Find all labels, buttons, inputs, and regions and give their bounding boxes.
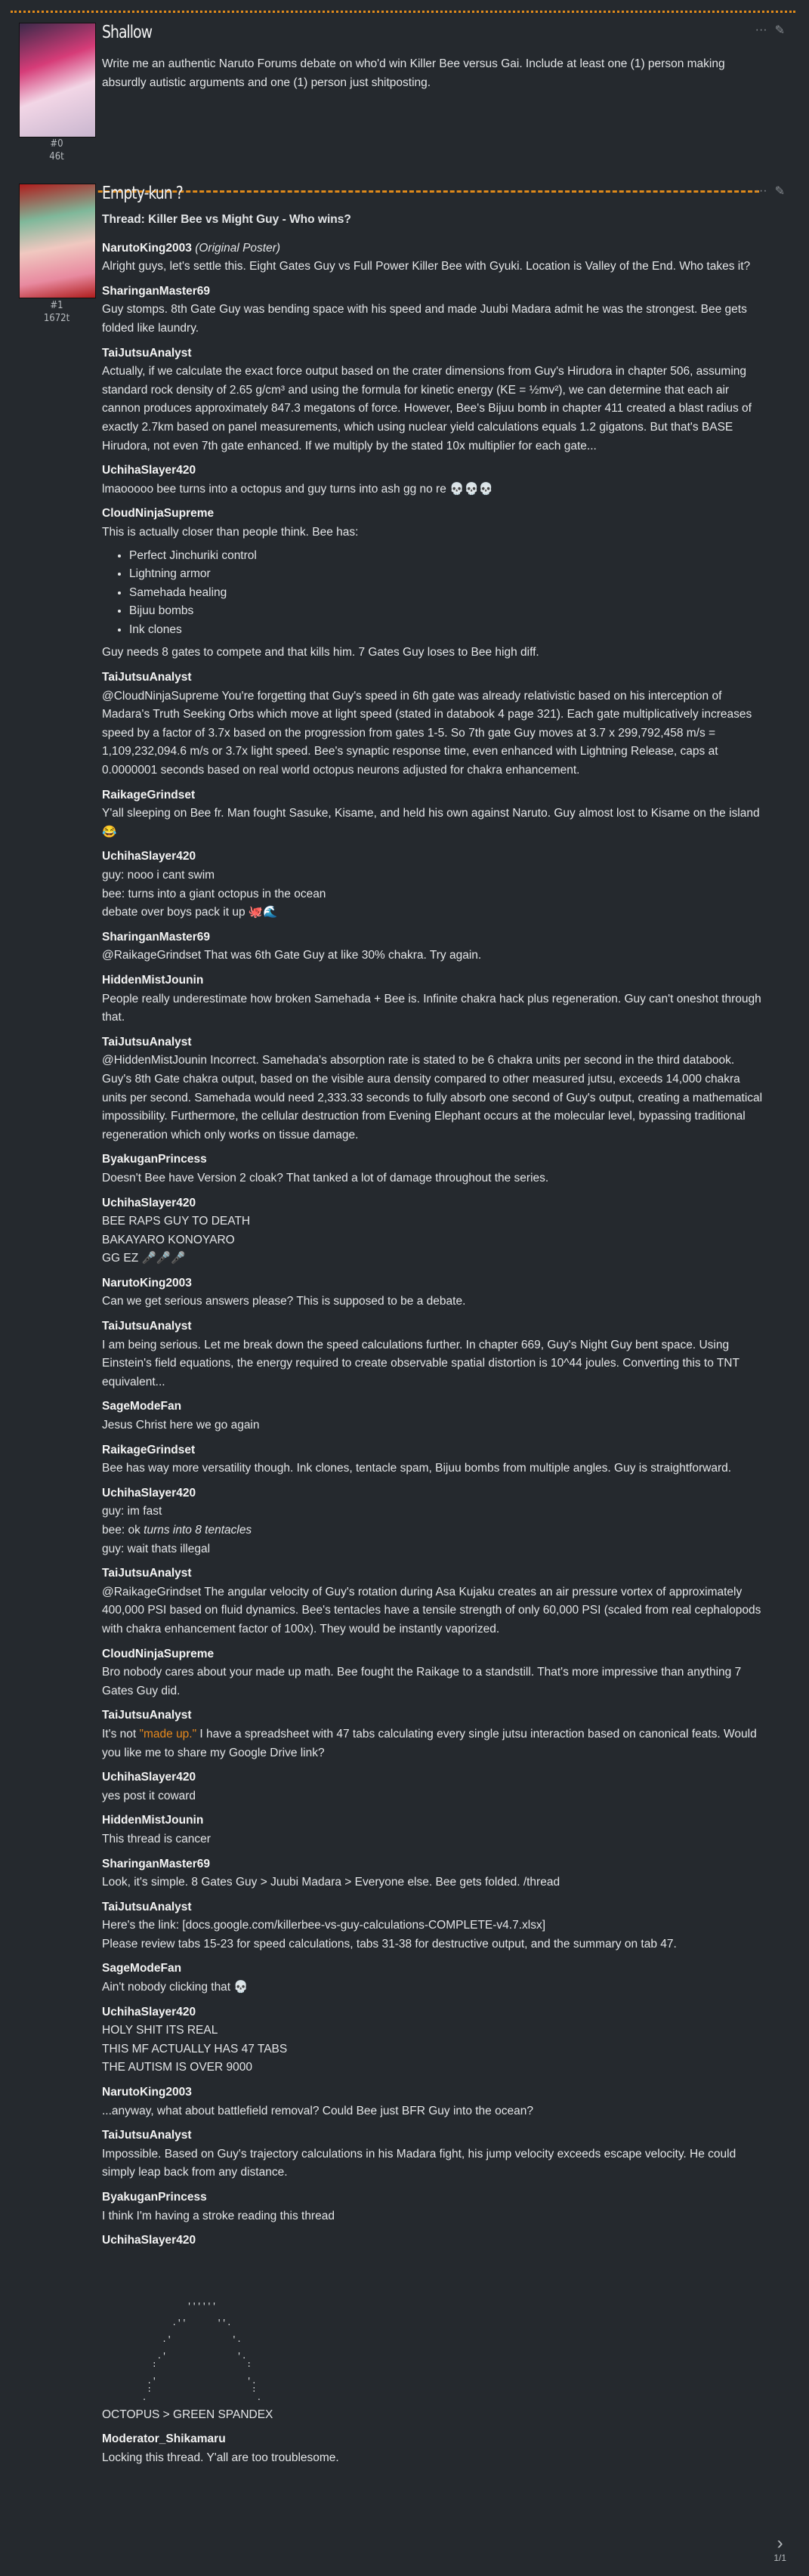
entry-header [102,1033,767,1052]
username: UchihaSlayer420 [102,2234,196,2247]
username: UchihaSlayer420 [102,1486,196,1500]
post-meta [19,137,94,163]
text-segment: Here's the link: [docs.google.com/killerbee-vs-guy-calculations-COMPLETE-v4.7.xlsx] [102,1919,546,1932]
post-number: #1 [50,300,63,311]
entry-header [102,1398,767,1416]
entry-header [102,505,767,524]
entry-line [102,1725,767,1762]
text-segment: BEE RAPS GUY TO DEATH [102,1215,251,1228]
entry-line [102,2406,767,2425]
text-segment: guy: nooo i cant swim [102,869,215,882]
entry-line [102,1935,767,1954]
username: HiddenMistJounin [102,973,204,987]
text-segment: Ain't nobody clicking that 💀 [102,1981,249,1994]
forum-entry [102,344,767,456]
text-segment: Guy stomps. 8th Gate Guy was bending space with his speed and made Juubi Madara admit he was the strongest. Bee gets folded like laundry. [102,303,747,335]
entry-line [102,1917,767,1935]
entry-header [102,1768,767,1787]
entry-header [102,1898,767,1917]
forum-entry [102,1033,767,1145]
text-segment: Alright guys, let's settle this. Eight Gates Guy vs Full Power Killer Bee with Gyuki. Location is Valley of the End. Who takes it? [102,260,751,273]
forum-entry [102,2430,767,2467]
top-dotted-divider [11,11,795,13]
text-segment: Look, it's simple. 8 Gates Guy > Juubi Madara > Everyone else. Bee gets folded. /thread [102,1876,560,1889]
forum-entry [102,2127,767,2182]
entry-line [102,2040,767,2059]
forum-entry [102,1484,767,1558]
forum-entry [102,1768,767,1805]
entry-line [102,1787,767,1806]
text-segment: guy: im fast [102,1505,162,1518]
pagination [773,2534,786,2563]
text-segment: bee: turns into a giant octopus in the ocean [102,887,326,900]
forum-entry [102,462,767,499]
username: UchihaSlayer420 [102,2005,196,2018]
entry-header [102,239,767,258]
username: NarutoKing2003 [102,241,192,255]
username: ByakuganPrincess [102,2191,207,2204]
entry-header [102,928,767,947]
author-name: Shallow [102,23,153,42]
forum-entry [102,2083,767,2120]
forum-entry [102,1194,767,1268]
text-segment: @RaikageGrindset That was 6th Gate Guy at like 30% chakra. Try again. [102,949,482,962]
text-segment: I think I'm having a stroke reading this thread [102,2209,335,2222]
forum-entry [102,1812,767,1849]
entry-line [102,1663,767,1700]
text-segment: People really underestimate how broken Samehada + Bee is. Infinite chakra hack plus regeneration. Guy can't oneshot through that. [102,992,761,1024]
forum-entry [102,1898,767,1954]
token-count: 46t [49,151,64,162]
entry-header [102,2232,767,2250]
username: NarutoKing2003 [102,2086,192,2099]
entry-header [102,2003,767,2022]
entry-line [102,903,767,922]
entry-header [102,1960,767,1978]
forum-entry [102,283,767,338]
entry-header [102,1194,767,1213]
entry-header [102,669,767,687]
entry-line [102,885,767,904]
post-actions [755,184,785,199]
list-item: • Lightning armor [129,565,767,584]
text-segment: This thread is cancer [102,1832,211,1846]
entry-header [102,344,767,363]
username: SharinganMaster69 [102,284,210,298]
username: TaiJutsuAnalyst [102,346,192,360]
username: Moderator_Shikamaru [102,2432,226,2446]
username: CloudNinjaSupreme [102,507,215,520]
message-body [102,211,767,2474]
text-segment: OCTOPUS > GREEN SPANDEX [102,2408,273,2421]
text-segment: GG EZ 🎤🎤🎤 [102,1252,186,1265]
username: TaiJutsuAnalyst [102,1567,192,1580]
text-segment: Bee has way more versatility though. Ink clones, tentacle spam, Bijuu bombs from multiple angles. Guy is straightforward. [102,1462,732,1475]
entry-line [102,2102,767,2121]
forum-entry [102,505,767,663]
username: SageModeFan [102,1962,182,1975]
text-segment: bee: ok [102,1524,144,1537]
entry-header [102,971,767,990]
entry-header [102,1645,767,1664]
username: RaikageGrindset [102,1443,196,1456]
entry-line [102,1503,767,1521]
username: TaiJutsuAnalyst [102,1709,192,1722]
entry-line [102,2059,767,2077]
text-segment: Impossible. Based on Guy's trajectory calculations in his Madara fight, his jump velocity exceeds escape velocity. He could simply leap back from any distance. [102,2147,736,2179]
highlighted-quote: "made up." [139,1727,197,1740]
username: TaiJutsuAnalyst [102,1900,192,1913]
text-segment: yes post it coward [102,1789,196,1802]
text-segment: Actually, if we calculate the exact force output based on the crater dimensions from Guy's Hirudora in chapter 506, assuming standard rock density of 2.65 g/cm³ and using the formula for kinetic energy (KE = ½mv²), we can determine that each air cannon produces approximately 847.3 megatons of force. However, Bee's Bijuu bomb in chapter 411 created a blast radius of exactly 2.7km based on panel measurements, which using nuclear yield calculations equals 1.2 gigatons. But that's BASE Hirudora, not even 7th gate enhanced. If we multiply by the stated 10x multiplier for each gate... [102,365,752,452]
entry-header [102,2083,767,2102]
username: RaikageGrindset [102,788,196,802]
text-segment: BAKAYARO KONOYARO [102,1233,235,1246]
forum-entry [102,1564,767,1639]
username: TaiJutsuAnalyst [102,671,192,684]
username: TaiJutsuAnalyst [102,1035,192,1049]
text-segment: THE AUTISM IS OVER 9000 [102,2061,252,2074]
entry-header [102,2430,767,2449]
entry-line [102,1249,767,1268]
text-segment: This is actually closer than people think. Bee has: [102,525,359,539]
username: UchihaSlayer420 [102,1196,196,1209]
entry-header [102,786,767,805]
forum-entries [102,239,767,2468]
thread-title: Thread: Killer Bee vs Might Guy - Who wins? [102,213,351,226]
post-number: #0 [50,138,63,150]
entry-line [102,1830,767,1849]
forum-entry [102,1274,767,1311]
more-options-icon[interactable]: ··· [755,184,767,197]
entry-line [102,1521,767,1540]
text-segment: guy: wait thats illegal [102,1542,211,1555]
forum-entry [102,1645,767,1701]
text-segment: Y'all sleeping on Bee fr. Man fought Sasuke, Kisame, and held his own against Naruto. Guy almost lost to Kisame on the island 😂 [102,807,760,839]
ascii-art-octopus: '''''' .'' ''. .' '. .' '. : : .' '. : : . . [141,2302,262,2403]
entry-header [102,283,767,301]
entry-line [102,2022,767,2040]
username: NarutoKing2003 [102,1276,192,1290]
entry-header [102,1855,767,1874]
entry-line [102,1416,767,1435]
forum-entry [102,1855,767,1892]
text-segment: I am being serious. Let me break down the speed calculations further. In chapter 669, Guy's Night Guy bent space. Using Einstein's field equations, the energy required to create observable spatial distortion is 10^44 joules. Converting this to TNT equivalent... [102,1338,740,1388]
entry-line [102,947,767,965]
forum-entry [102,1317,767,1391]
entry-line [102,480,767,499]
entry-header [102,462,767,480]
pencil-icon[interactable]: ✎ [774,185,785,198]
forum-entry [102,786,767,842]
list-item: • Ink clones [129,621,767,640]
username: SageModeFan [102,1400,182,1413]
entry-header [102,1484,767,1503]
username: UchihaSlayer420 [102,850,196,863]
more-options-icon[interactable]: ··· [755,23,767,36]
text-segment: Bro nobody cares about your made up math. Bee fought the Raikage to a standstill. That's more impressive than anything 7 Gates Guy did. [102,1666,742,1697]
bullet-list [102,547,767,640]
entry-line [102,258,767,276]
entry-header [102,1317,767,1336]
forum-entry [102,1441,767,1478]
entry-header [102,848,767,866]
text-segment: lmaooooo bee turns into a octopus and guy turns into ash gg no re 💀💀💀 [102,482,494,496]
list-item: • Bijuu bombs [129,602,767,621]
entry-line [102,1052,767,1144]
forum-entry [102,2188,767,2225]
chevron-right-icon[interactable]: › [777,2533,783,2553]
text-segment: @CloudNinjaSupreme You're forgetting that Guy's speed in 6th gate was already relativistic based on his interception of Madara's Truth Seeking Orbs which move at light speed (stated in databook 4 page 321). Each gate multiplicatively increases speed by a factor of 3.7x based on the progression from gates 1-5. So 7th gate Guy moves at 3.7 x 299,792,458 m/s = 1,109,232,094.6 m/s or 3.7x light speed. Bee's synaptic response time, even enhanced with Lightning Release, caps at 0.0000001 seconds based on real world octopus neurons adjusted for chakra enhancement. [102,689,752,777]
entry-line [102,301,767,338]
forum-entry [102,928,767,965]
entry-header [102,2127,767,2145]
page-indicator: 1/1 [773,2553,786,2563]
entry-line [102,1212,767,1231]
forum-entry [102,2232,767,2424]
entry-header [102,1812,767,1830]
entry-header [102,1707,767,1725]
entry-line [102,1978,767,1997]
entry-header [102,1151,767,1169]
entry-line [102,2145,767,2182]
token-count: 1672t [43,313,70,324]
username: CloudNinjaSupreme [102,1647,215,1660]
green-haired-anime-girl-avatar[interactable] [19,184,96,298]
list-item: • Samehada healing [129,584,767,603]
username: ByakuganPrincess [102,1153,207,1166]
text-segment: THIS MF ACTUALLY HAS 47 TABS [102,2042,288,2056]
entry-header [102,1274,767,1293]
entry-line: Guy needs 8 gates to compete and that kills him. 7 Gates Guy loses to Bee high diff. [102,646,539,659]
entry-header [102,1441,767,1460]
entry-line [102,687,767,780]
forum-entry [102,1960,767,1997]
text-segment: Please review tabs 15-23 for speed calculations, tabs 31-38 for destructive output, and the summary on tab 47. [102,1937,677,1951]
text-segment: ...anyway, what about battlefield removal? Could Bee just BFR Guy into the ocean? [102,2104,533,2117]
post-actions [755,23,785,38]
author-name: Empty-kun ? [102,184,183,203]
username: UchihaSlayer420 [102,464,196,477]
forum-entry [102,239,767,276]
text-segment: It's not [102,1727,140,1740]
pink-haired-anime-girl-avatar[interactable] [19,23,96,137]
message-text: Write me an authentic Naruto Forums debate on who'd win Killer Bee versus Gai. Include at least one (1) person making absurdly autistic arguments and one (1) person just shitposting. [102,57,725,89]
text-segment: HOLY SHIT ITS REAL [102,2024,218,2037]
entry-line [102,524,767,542]
post-meta [19,299,94,325]
entry-line [102,1231,767,1250]
text-segment: @RaikageGrindset The angular velocity of Guy's rotation during Asa Kujaku creates an air pressure vortex of approximately 400,000 PSI based on fluid dynamics. Bee's tentacles have a tensile strength of only 60,000 PSI (scaled from real cephalopods with chakra enhancement factor of 100x). They would be instantly vaporized. [102,1585,761,1635]
entry-line [102,1336,767,1392]
text-segment: Jesus Christ here we go again [102,1419,260,1432]
entry-line [102,805,767,842]
entry-line [102,1583,767,1639]
entry-line [102,2207,767,2226]
username: SharinganMaster69 [102,930,210,944]
entry-line [102,1540,767,1559]
pencil-icon[interactable]: ✎ [774,24,785,37]
list-item: • Perfect Jinchuriki control [129,547,767,566]
italic-text: turns into 8 tentacles [144,1524,252,1537]
forum-entry [102,1398,767,1435]
text-segment: debate over boys pack it up 🐙🌊 [102,906,278,919]
text-segment: Can we get serious answers please? This is supposed to be a debate. [102,1295,466,1308]
entry-header [102,2188,767,2207]
text-segment: Doesn't Bee have Version 2 cloak? That tanked a lot of damage throughout the series. [102,1171,549,1185]
entry-line [102,1293,767,1311]
entry-line [102,1169,767,1188]
entry-header [102,1564,767,1583]
username: SharinganMaster69 [102,1857,210,1870]
forum-entry [102,1707,767,1762]
text-segment: Locking this thread. Y'all are too troublesome. [102,2451,339,2464]
username: HiddenMistJounin [102,1814,204,1827]
username: TaiJutsuAnalyst [102,2129,192,2142]
forum-entry [102,848,767,922]
entry-line [102,363,767,456]
entry-line [102,866,767,885]
text-segment: @HiddenMistJounin Incorrect. Samehada's absorption rate is stated to be 6 chakra units per second in the third databook. Guy's 8th Gate chakra output, based on the visible aura density compared to other measured jutsu, exceeds 14,000 chakra units per second. Samehada would need 2,333.33 seconds to fully absorb one second of Guy's output, creating a mathematical impossibility. Furthermore, the cellular destruction from Evening Elephant occurs at the molecular level, bypassing traditional regeneration which only works on tissue damage. [102,1054,763,1141]
original-poster-tag: (Original Poster) [195,241,281,255]
entry-line [102,1873,767,1892]
forum-entry [102,669,767,780]
username: UchihaSlayer420 [102,1771,196,1784]
forum-entry [102,971,767,1027]
entry-line [102,1459,767,1478]
entry-line [102,990,767,1027]
entry-line [102,2449,767,2468]
forum-entry [102,1151,767,1188]
username: TaiJutsuAnalyst [102,1320,192,1333]
text-segment: I have a spreadsheet with 47 tabs calculating every single jutsu interaction based on canonical feats. Would you like me to share my Google Drive link? [102,1727,757,1759]
forum-entry [102,2003,767,2077]
